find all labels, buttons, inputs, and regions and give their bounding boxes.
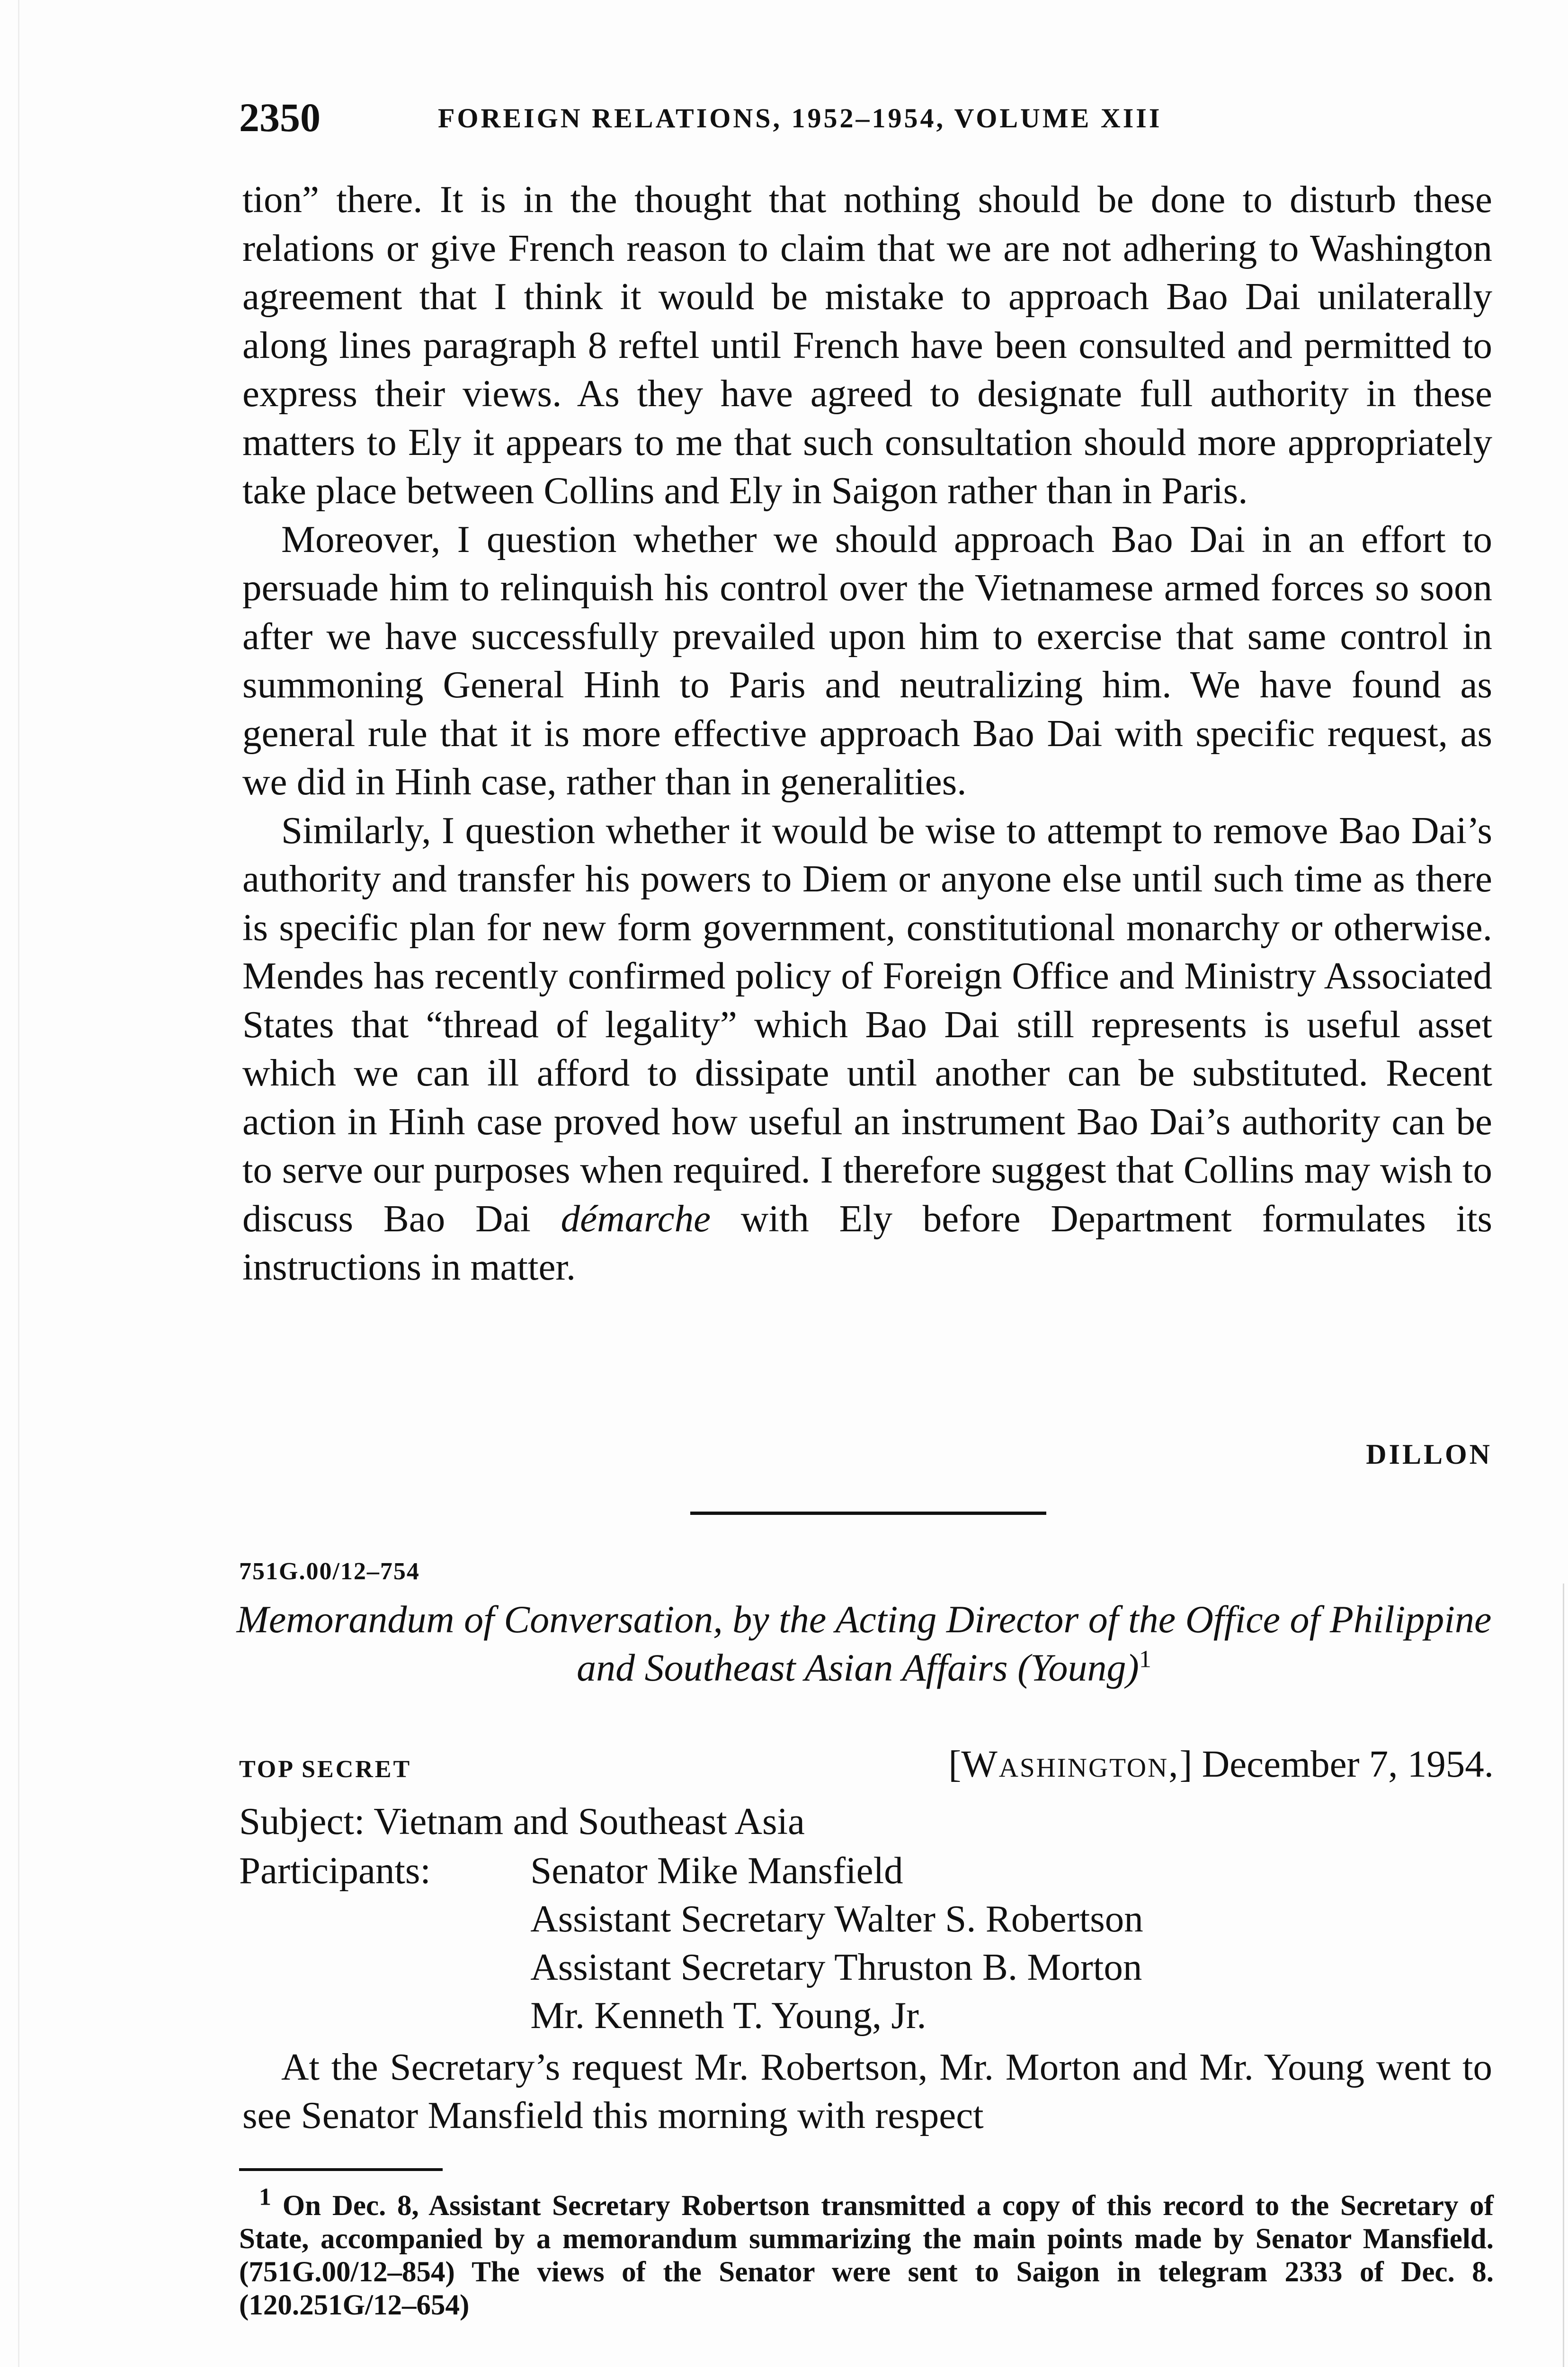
footnote-marker: 1	[259, 2183, 271, 2211]
paragraph-bao-dai-authority-text: Similarly, I question whether it would be wise to attempt to remove Bao Dai’s authority and transfer his powers to Diem or anyone else until such time as there is specific plan for new form government, constitutional monarchy or otherwise. Mendes has recently confirmed policy of Foreign Office and Ministry Associated States that “thread of legality” which Bao Dai still represents is useful asset which we can ill afford to dissipate until another can be substituted. Recent action in Hinh case proved how useful an instrument Bao Dai’s authority can be to serve our purposes when required. I therefore suggest that Collins may wish to discuss Bao Dai	[242, 809, 1492, 1240]
classification-and-date	[239, 1742, 1494, 1789]
date-open-bracket: [	[948, 1743, 962, 1785]
paragraph-bao-dai-armed-forces: Moreover, I question whether we should approach Bao Dai in an effort to persuade him to relinquish his control over the Vietnamese armed forces so soon after we have successfully prevailed upon him to exercise that same control in summoning General Hinh to Paris and neutralizing him. We have found as general rule that it is more effective approach Bao Dai with specific request, as we did in Hinh case, rather than in generalities.	[242, 517, 1492, 803]
participants-list	[530, 1846, 1143, 2039]
date-place: Washington,	[961, 1743, 1180, 1785]
paragraph-bao-dai-authority	[242, 806, 1492, 1291]
footnote	[239, 2183, 1494, 2322]
memorandum-title	[232, 1595, 1496, 1692]
participants-label: Participants:	[239, 1849, 431, 1892]
memorandum-opening-text	[242, 2043, 1492, 2139]
participant-name: Assistant Secretary Thruston B. Morton	[530, 1946, 1142, 1988]
memorandum-date	[948, 1742, 1494, 1786]
classification-label: TOP SECRET	[239, 1756, 412, 1783]
date-rest: ] December 7, 1954.	[1179, 1743, 1494, 1785]
memorandum-title-text: Memorandum of Conversation, by the Acting Director of the Office of Philippine and Southeast Asian Affairs (Young)	[236, 1598, 1492, 1689]
scan-margin-line	[18, 0, 19, 2367]
participants-block	[239, 1846, 1494, 2039]
paragraph-ending: with Ely before Department formulates its instructions in matter.	[242, 1197, 1493, 1288]
running-title: FOREIGN RELATIONS, 1952–1954, VOLUME XIII	[438, 103, 1162, 133]
demarche-italic-word: démarche	[561, 1197, 711, 1240]
continued-paragraph: tion” there. It is in the thought that nothing should be done to disturb these relations or give French reason to claim that we are not adhering to Washington agreement that I think it would be mistake to approach Bao Dai unilaterally along lines paragraph 8 reftel until French have been consulted and permitted to express their views. As they have agreed to designate full authority in these matters to Ely it appears to me that such consultation should more appropriately take place between Collins and Ely in Saigon rather than in Paris.	[242, 178, 1492, 512]
participant-name: Mr. Kenneth T. Young, Jr.	[530, 1994, 927, 2037]
page-header	[239, 94, 1494, 146]
title-footnote-marker: 1	[1139, 1646, 1151, 1673]
previous-document-text	[242, 175, 1492, 1291]
memorandum-opening-paragraph: At the Secretary’s request Mr. Robertson, Mr. Morton and Mr. Young went to see Senator Mansfield this morning with respect	[242, 2046, 1492, 2136]
scan-edge-line	[1563, 1584, 1564, 2367]
subject-line	[239, 1797, 805, 1845]
footnote-paragraph	[239, 2183, 1494, 2322]
signature-dillon: DILLON	[1366, 1439, 1492, 1470]
document-separator	[690, 1512, 1046, 1515]
memorandum-file-number: 751G.00/12–754	[239, 1558, 420, 1585]
page-number: 2350	[239, 95, 321, 140]
participant-name: Senator Mike Mansfield	[530, 1849, 903, 1892]
footnote-text: On Dec. 8, Assistant Secretary Robertson transmitted a copy of this record to the Secretary of State, accompanied by a memorandum summarizing the main points made by Senator Mansfield. (751G.00/12–854) The views of the Senator were sent to Saigon in telegram 2333 of Dec. 8. (120.251G/12–654)	[239, 2190, 1494, 2321]
subject-label: Subject:	[239, 1800, 365, 1842]
subject-value: Vietnam and Southeast Asia	[374, 1800, 805, 1842]
footnote-separator	[239, 2168, 443, 2171]
participant-name: Assistant Secretary Walter S. Robertson	[530, 1897, 1143, 1940]
